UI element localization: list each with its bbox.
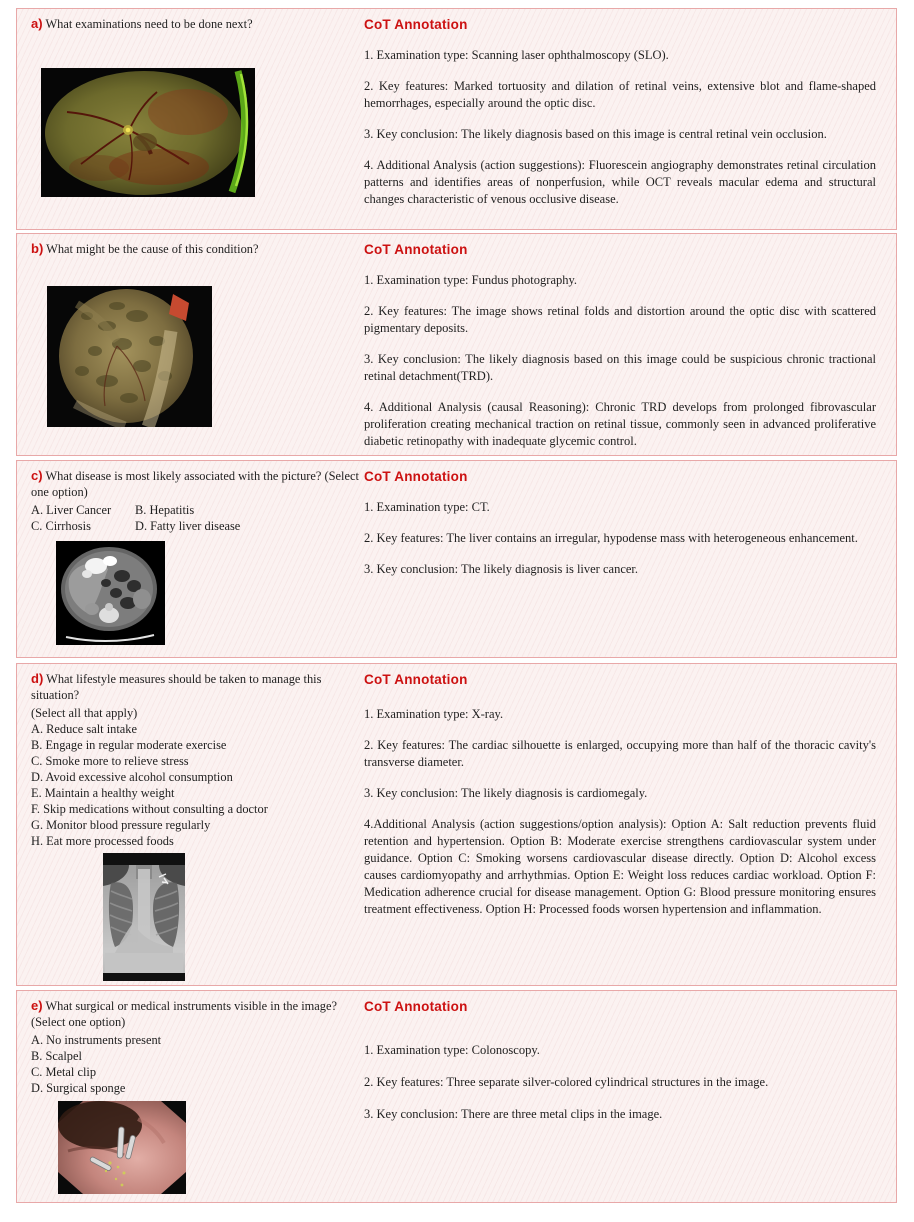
cot-item: 4. Additional Analysis (action suggestions): Fluorescein angiography demonstrates retinal circulation patterns and identifies areas of nonperfusion, while OCT reveals macular edema and structural changes characteristic of venous occlusive disease. [364,158,876,206]
cot-item: 3. Key conclusion: The likely diagnosis based on this image is central retinal vein occlusion. [364,127,827,141]
question-label-d: d) [31,671,44,686]
option-c: C. Cirrhosis [31,519,91,533]
question-b [31,241,360,257]
panel-b [16,233,897,456]
cot-title-e: CoT Annotation [364,999,468,1014]
cot-item: 1. Examination type: X-ray. [364,707,504,721]
cot-item: 1. Examination type: Colonoscopy. [364,1043,540,1057]
option-d: D. Avoid excessive alcohol consumption [31,770,233,784]
cot-item: 3. Key conclusion: The likely diagnosis is liver cancer. [364,562,639,576]
question-text-d: What lifestyle measures should be taken to manage this situation? [31,672,322,702]
question-column-a [17,9,364,229]
cot-item: 2. Key features: The cardiac silhouette is enlarged, occupying more than half of the thoracic cavity's transverse diameter. [364,738,876,769]
chest-xray-graphic [103,853,185,981]
cot-item: 2. Key features: Marked tortuosity and dilation of retinal veins, extensive blot and flame-shaped hemorrhages, especially around the optic disc. [364,79,876,110]
question-text-c: What disease is most likely associated with the picture? (Select one option) [31,469,359,499]
question-column-b [17,234,364,455]
slo-fundus-image [41,68,360,197]
question-label-b: b) [31,241,44,256]
cot-title-a: CoT Annotation [364,17,468,32]
option-b: B. Hepatitis [135,503,195,517]
cot-item: 1. Examination type: CT. [364,500,490,514]
abdominal-ct-graphic [56,541,165,645]
option-row [31,502,360,518]
option-row [31,518,360,534]
cot-column-e [364,991,896,1202]
fundus-photo-image [47,286,360,427]
cot-item: 1. Examination type: Scanning laser ophthalmoscopy (SLO). [364,48,669,62]
option-d: D. Surgical sponge [31,1081,126,1095]
question-e [31,998,360,1030]
fundus-photo-graphic [47,286,212,427]
select-note-d: (Select all that apply) [31,706,138,720]
question-label-c: c) [31,468,43,483]
cot-item: 2. Key features: The liver contains an irregular, hypodense mass with heterogeneous enhancement. [364,531,858,545]
panel-c [16,460,897,658]
cot-item: 2. Key features: Three separate silver-colored cylindrical structures in the image. [364,1075,769,1089]
colonoscopy-image [58,1101,360,1194]
option-b: B. Engage in regular moderate exercise [31,738,227,752]
colonoscopy-graphic [58,1101,186,1194]
cot-column-b [364,234,896,455]
cot-column-c [364,461,896,657]
question-text-a: What examinations need to be done next? [45,17,253,31]
question-label-a: a) [31,16,43,31]
cot-item: 4. Additional Analysis (causal Reasoning): Chronic TRD develops from prolonged fibrovascular proliferation creating mechanical traction on retinal tissue, commonly seen in advanced proliferative diabetic retinopathy with inadequate glycemic control. [364,400,876,448]
slo-fundus-graphic [41,68,255,197]
question-a [31,16,360,32]
question-label-e: e) [31,998,43,1013]
cot-item: 3. Key conclusion: The likely diagnosis is cardiomegaly. [364,786,648,800]
option-h: H. Eat more processed foods [31,834,174,848]
panel-a [16,8,897,230]
option-c: C. Metal clip [31,1065,97,1079]
cot-item: 4.Additional Analysis (action suggestions/option analysis): Option A: Salt reduction prevents fluid retention and hypertension. Option B: Moderate exercise strengthens cardiovascular system under guidance. Option C: Smoking worsens cardiovascular disease directly. Option D: Alcohol excess causes cardiomyopathy and arrhythmias. Option E: Weight loss reduces cardiac workload. Option F: Medication adherence crucial for disease management. Option G: Blood pressure monitoring ensures treatment effectiveness. Option H: Processed foods worsen hypertension and inflammation. [364,817,876,916]
option-d: D. Fatty liver disease [135,519,241,533]
option-a: A. Liver Cancer [31,503,112,517]
panel-e [16,990,897,1203]
question-column-c [17,461,364,657]
chest-xray-image [103,853,360,981]
cot-item: 3. Key conclusion: The likely diagnosis based on this image could be suspicious chronic tractional retinal detachment(TRD). [364,352,876,383]
abdominal-ct-image [56,541,360,645]
cot-item: 1. Examination type: Fundus photography. [364,273,578,287]
cot-item: 2. Key features: The image shows retinal folds and distortion around the optic disc with scattered pigmentary deposits. [364,304,876,335]
option-c: C. Smoke more to relieve stress [31,754,189,768]
option-a: A. Reduce salt intake [31,722,137,736]
question-c [31,468,360,500]
question-column-e [17,991,364,1202]
question-text-b: What might be the cause of this condition? [46,242,259,256]
cot-title-d: CoT Annotation [364,672,468,687]
question-text-e: What surgical or medical instruments visible in the image? (Select one option) [31,999,337,1029]
question-d [31,671,360,703]
cot-title-b: CoT Annotation [364,242,468,257]
option-f: F. Skip medications without consulting a doctor [31,802,268,816]
option-a: A. No instruments present [31,1033,162,1047]
cot-item: 3. Key conclusion: There are three metal clips in the image. [364,1107,663,1121]
option-g: G. Monitor blood pressure regularly [31,818,211,832]
option-b: B. Scalpel [31,1049,82,1063]
cot-column-a [364,9,896,229]
cot-column-d [364,664,896,985]
option-e: E. Maintain a healthy weight [31,786,175,800]
panel-d [16,663,897,986]
question-column-d [17,664,364,985]
cot-title-c: CoT Annotation [364,469,468,484]
